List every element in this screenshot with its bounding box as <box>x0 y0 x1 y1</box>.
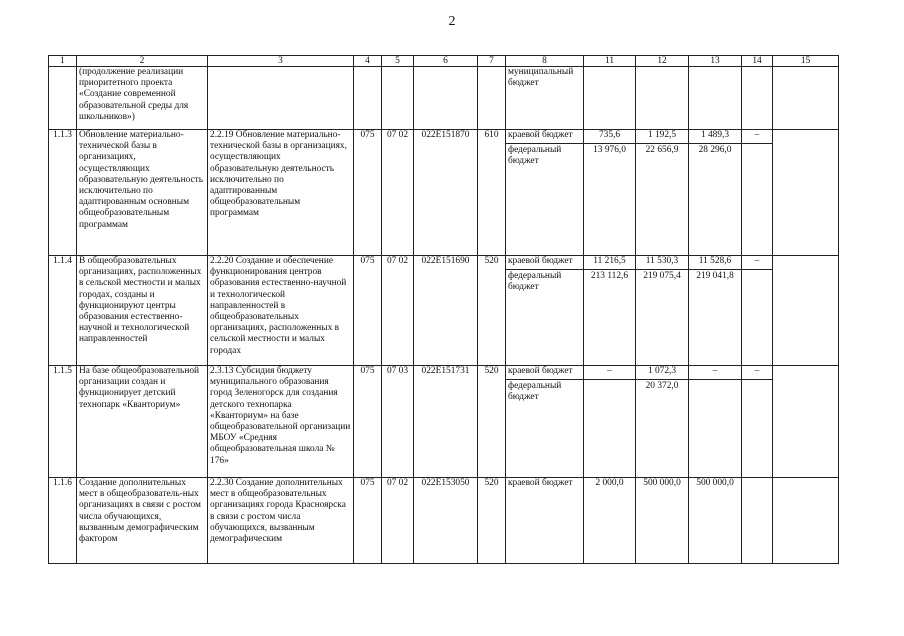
page-number: 2 <box>448 14 456 29</box>
budget-type-2: федеральный бюджет <box>506 269 583 293</box>
value: 219 041,8 <box>689 269 741 282</box>
header-row <box>49 56 839 67</box>
value: 13 976,0 <box>584 143 635 156</box>
row-col7: 610 <box>478 130 506 256</box>
value: 735,6 <box>598 130 621 140</box>
row-number: 1.1.5 <box>49 366 77 478</box>
value: 213 112,6 <box>584 269 635 282</box>
value-col12 <box>636 478 689 564</box>
table-row <box>49 130 839 256</box>
row-number: 1.1.4 <box>49 256 77 366</box>
header-cell: 15 <box>773 56 839 67</box>
row-name: В общеобразовательных организациях, расположенных в сельской местности и малых городах, созданы и функционируют центры образования естественно-научной и технологической направленностей <box>77 256 208 366</box>
value-col14 <box>742 130 773 256</box>
row-col6: 022E153050 <box>414 478 478 564</box>
value: 11 528,6 <box>698 256 732 266</box>
budget-table <box>48 55 839 564</box>
value: 22 656,9 <box>636 143 688 156</box>
row-name: Создание дополнительных мест в общеобразователь-ных организациях в связи с ростом числа обучающихся, вызванным демографическим фактором <box>77 478 208 564</box>
header-cell: 3 <box>208 56 354 67</box>
header-cell: 7 <box>478 56 506 67</box>
budget-type-1: краевой бюджет <box>508 366 573 376</box>
value: 2 000,0 <box>595 478 624 488</box>
value: 1 489,3 <box>700 130 730 140</box>
budget-type-1: краевой бюджет <box>508 478 573 488</box>
row-col7: 520 <box>478 478 506 564</box>
row-col5: 07 02 <box>382 130 414 256</box>
header-cell: 11 <box>584 56 636 67</box>
row-measure: 2.3.13 Субсидия бюджету муниципального образования город Зеленогорск для создания детского технопарка «Кванториум» на базе общеобразовательной организации МБОУ «Средняя общеобразовательная школа № 176» <box>208 366 354 478</box>
row-number: 1.1.3 <box>49 130 77 256</box>
budget-type-1: краевой бюджет <box>508 130 573 140</box>
row-col7: 520 <box>478 256 506 366</box>
header-cell: 13 <box>689 56 742 67</box>
value-col11 <box>584 478 636 564</box>
row-col4: 075 <box>354 478 382 564</box>
budget-cell <box>506 478 584 564</box>
row-col4: 075 <box>354 366 382 478</box>
header-cell: 12 <box>636 56 689 67</box>
value-col12 <box>636 366 689 478</box>
value: 28 296,0 <box>689 143 741 156</box>
row-col6: 022E151690 <box>414 256 478 366</box>
row-col4: 075 <box>354 130 382 256</box>
value-col13 <box>689 478 742 564</box>
value: 1 192,5 <box>647 130 677 140</box>
value: – <box>754 366 760 376</box>
value-col13 <box>689 130 742 256</box>
value-col12 <box>636 130 689 256</box>
value-col11 <box>584 130 636 256</box>
budget-cell <box>506 130 584 256</box>
budget-cell <box>506 366 584 478</box>
value: – <box>754 256 760 266</box>
row-col6: 022E151731 <box>414 366 478 478</box>
value: 11 216,5 <box>593 256 626 266</box>
value: – <box>712 366 718 376</box>
row-col6: 022E151870 <box>414 130 478 256</box>
row-measure: 2.2.19 Обновление материально-технической базы в организациях, осуществляющих образовательную деятельность исключительно по адаптированным общеобразовательным программам <box>208 130 354 256</box>
table-row <box>49 67 839 130</box>
row-measure: 2.2.20 Создание и обеспечение функционирования центров образования естественно-научной и технологической направленностей в общеобразовательных организациях, расположенных в сельской местности и малых городах <box>208 256 354 366</box>
row-name: На базе общеобразовательной организации создан и функционирует детский технопарк «Кванториум» <box>77 366 208 478</box>
table-row <box>49 256 839 366</box>
row-name: Обновление материально-технической базы в организациях, осуществляющих образовательную деятельность исключительно по адаптированным основным общеобразовательным программам <box>77 130 208 256</box>
value-col13 <box>689 366 742 478</box>
row-col5: 07 03 <box>382 366 414 478</box>
continuation-name: (продолжение реализации приоритетного проекта «Создание современной образовательной среды для школьников») <box>77 67 208 130</box>
header-cell: 8 <box>506 56 584 67</box>
row-col5: 07 02 <box>382 256 414 366</box>
value-col13 <box>689 256 742 366</box>
row-col4: 075 <box>354 256 382 366</box>
value: – <box>607 366 612 376</box>
value-col11 <box>584 366 636 478</box>
row-col7: 520 <box>478 366 506 478</box>
row-col5: 07 02 <box>382 478 414 564</box>
header-cell: 1 <box>49 56 77 67</box>
header-cell: 2 <box>77 56 208 67</box>
value-col14 <box>742 366 773 478</box>
value: 11 530,3 <box>645 256 679 266</box>
budget-type-2: федеральный бюджет <box>506 379 583 403</box>
value: 219 075,4 <box>636 269 688 282</box>
header-cell: 5 <box>382 56 414 67</box>
header-cell: 14 <box>742 56 773 67</box>
budget-type-1: краевой бюджет <box>508 256 573 266</box>
row-measure: 2.2.30 Создание дополнительных мест в общеобразовательных организациях города Красноярска в связи с ростом числа обучающихся, вызванным демографическим <box>208 478 354 564</box>
value: – <box>754 130 760 140</box>
value: 500 000,0 <box>696 478 734 488</box>
table-row <box>49 366 839 478</box>
value-col11 <box>584 256 636 366</box>
value-col12 <box>636 256 689 366</box>
value: 500 000,0 <box>643 478 681 488</box>
value: 20 372,0 <box>636 379 688 392</box>
continuation-budget: муниципальный бюджет <box>506 67 584 130</box>
row-number: 1.1.6 <box>49 478 77 564</box>
value: 1 072,3 <box>647 366 677 376</box>
header-cell: 6 <box>414 56 478 67</box>
budget-type-2: федеральный бюджет <box>506 143 583 167</box>
header-cell: 4 <box>354 56 382 67</box>
budget-cell <box>506 256 584 366</box>
table-row <box>49 478 839 564</box>
value-col14 <box>742 256 773 366</box>
